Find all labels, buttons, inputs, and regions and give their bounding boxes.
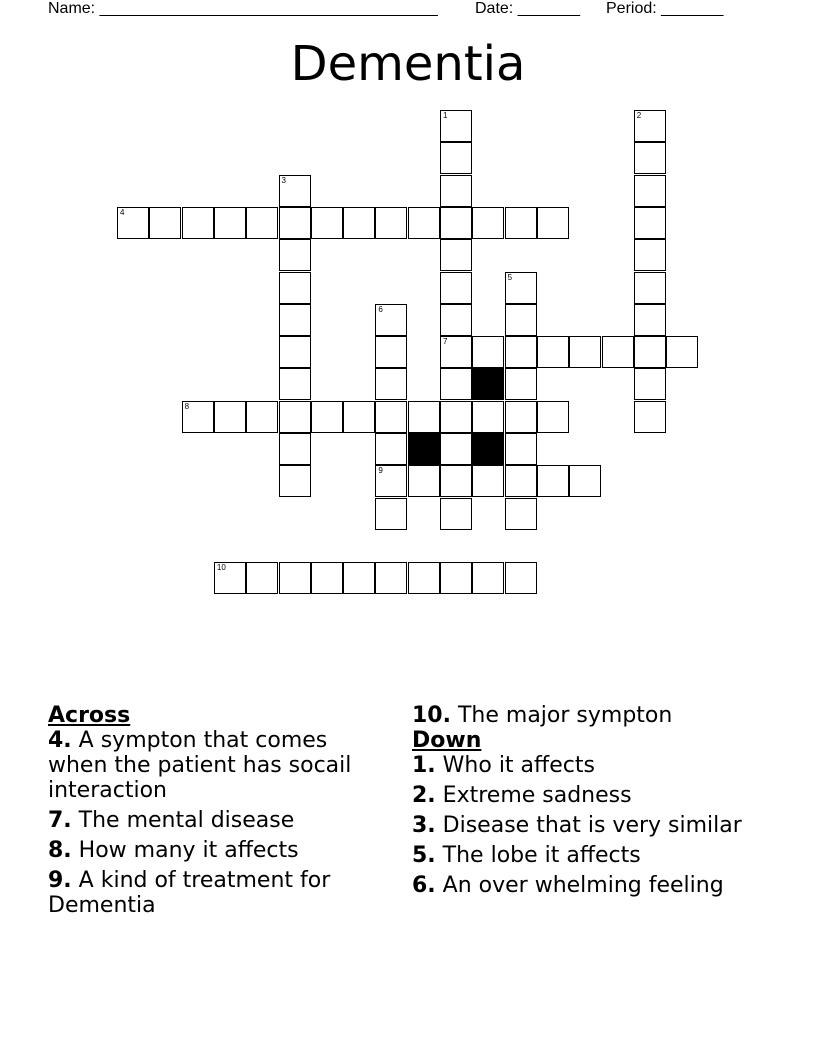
answer-cell[interactable]	[279, 175, 311, 207]
answer-cell[interactable]	[472, 465, 504, 497]
answer-cell[interactable]	[666, 336, 698, 368]
answer-cell[interactable]	[117, 207, 149, 239]
black-square	[472, 433, 504, 465]
answer-cell[interactable]	[440, 207, 472, 239]
answer-cell[interactable]	[343, 562, 375, 594]
date-field-label: Date: _______	[475, 0, 580, 17]
clue-number-label: 4	[120, 207, 125, 217]
answer-cell[interactable]	[279, 465, 311, 497]
clue-number-label: 2	[636, 111, 642, 120]
answer-cell[interactable]	[537, 336, 569, 368]
answer-cell[interactable]	[408, 562, 440, 594]
answer-cell[interactable]	[375, 304, 407, 336]
answer-cell[interactable]	[246, 207, 278, 239]
answer-cell[interactable]	[214, 207, 246, 239]
answer-cell[interactable]	[279, 368, 311, 400]
answer-cell[interactable]	[505, 498, 537, 530]
answer-cell[interactable]	[505, 304, 537, 336]
clue-number: 4.	[48, 728, 72, 753]
answer-cell[interactable]	[634, 142, 666, 174]
answer-cell[interactable]	[634, 239, 666, 271]
answer-cell[interactable]	[505, 401, 537, 433]
clue-number-label: 9	[378, 466, 383, 476]
answer-cell[interactable]	[440, 401, 472, 433]
answer-cell[interactable]	[214, 562, 246, 594]
answer-cell[interactable]	[182, 207, 214, 239]
answer-cell[interactable]	[375, 433, 407, 465]
clue-text: How many it affects	[78, 838, 299, 863]
down-clues	[412, 703, 772, 903]
across-clue-9	[48, 868, 378, 918]
answer-cell[interactable]	[634, 336, 666, 368]
answer-cell[interactable]	[440, 304, 472, 336]
clue-text: An over whelming feeling	[442, 873, 724, 898]
answer-cell[interactable]	[537, 207, 569, 239]
answer-cell[interactable]	[408, 401, 440, 433]
answer-cell[interactable]	[472, 336, 504, 368]
across-clue-7	[48, 808, 378, 833]
answer-cell[interactable]	[634, 304, 666, 336]
answer-cell[interactable]	[375, 207, 407, 239]
clue-text: Extreme sadness	[442, 783, 632, 808]
clue-text: The major sympton	[457, 703, 673, 728]
answer-cell[interactable]	[375, 465, 407, 497]
answer-cell[interactable]	[505, 465, 537, 497]
clue-number: 10.	[412, 703, 451, 728]
down-clue-3	[412, 813, 772, 838]
clue-number: 6.	[412, 873, 436, 898]
clue-number: 2.	[412, 783, 436, 808]
black-square	[472, 368, 504, 400]
answer-cell[interactable]	[440, 498, 472, 530]
name-field-label: Name: ______________________________________	[48, 0, 438, 17]
answer-cell[interactable]	[375, 498, 407, 530]
answer-cell[interactable]	[440, 433, 472, 465]
answer-cell[interactable]	[246, 401, 278, 433]
answer-cell[interactable]	[440, 465, 472, 497]
clue-number: 5.	[412, 843, 436, 868]
answer-cell[interactable]	[440, 562, 472, 594]
answer-cell[interactable]	[279, 336, 311, 368]
answer-cell[interactable]	[505, 207, 537, 239]
answer-cell[interactable]	[440, 142, 472, 174]
answer-cell[interactable]	[279, 207, 311, 239]
answer-cell[interactable]	[182, 401, 214, 433]
clue-text: A kind of treatment for Dementia	[48, 868, 331, 918]
answer-cell[interactable]	[440, 239, 472, 271]
answer-cell[interactable]	[505, 368, 537, 400]
across-heading: Across	[48, 703, 131, 728]
answer-cell[interactable]	[375, 368, 407, 400]
answer-cell[interactable]	[505, 562, 537, 594]
answer-cell[interactable]	[149, 207, 181, 239]
clue-number-label: 10	[216, 563, 226, 573]
across-clue-4	[48, 728, 378, 803]
answer-cell[interactable]	[375, 401, 407, 433]
clue-text: A sympton that comes when the patient has socail interaction	[48, 728, 352, 803]
answer-cell[interactable]	[440, 368, 472, 400]
answer-cell[interactable]	[634, 207, 666, 239]
down-heading: Down	[412, 728, 482, 753]
answer-cell[interactable]	[214, 401, 246, 433]
clue-number-label: 6	[378, 304, 383, 314]
answer-cell[interactable]	[440, 272, 472, 304]
answer-cell[interactable]	[440, 110, 472, 142]
clue-number: 1.	[412, 753, 436, 778]
clue-number: 7.	[48, 808, 72, 833]
answer-cell[interactable]	[375, 562, 407, 594]
answer-cell[interactable]	[569, 465, 601, 497]
answer-cell[interactable]	[246, 562, 278, 594]
answer-cell[interactable]	[472, 401, 504, 433]
answer-cell[interactable]	[537, 465, 569, 497]
answer-cell[interactable]	[279, 401, 311, 433]
answer-cell[interactable]	[634, 272, 666, 304]
answer-cell[interactable]	[279, 272, 311, 304]
clue-text: The lobe it affects	[442, 843, 641, 868]
clue-number-label: 5	[507, 272, 513, 282]
answer-cell[interactable]	[311, 401, 343, 433]
answer-cell[interactable]	[634, 110, 666, 142]
clue-number-label: 1	[443, 111, 448, 120]
across-clue-10	[412, 703, 772, 728]
answer-cell[interactable]	[472, 562, 504, 594]
answer-cell[interactable]	[408, 465, 440, 497]
answer-cell[interactable]	[569, 336, 601, 368]
down-clue-5	[412, 843, 772, 868]
clue-text: The mental disease	[78, 808, 295, 833]
answer-cell[interactable]	[375, 336, 407, 368]
clue-text: Who it affects	[442, 753, 595, 778]
answer-cell[interactable]	[505, 272, 537, 304]
answer-cell[interactable]	[279, 433, 311, 465]
answer-cell[interactable]	[505, 336, 537, 368]
answer-cell[interactable]	[634, 175, 666, 207]
clue-text: Disease that is very similar	[442, 813, 742, 838]
clue-number-label: 7	[443, 337, 448, 347]
answer-cell[interactable]	[408, 207, 440, 239]
clue-number: 8.	[48, 838, 72, 863]
answer-cell[interactable]	[343, 401, 375, 433]
clue-number-label: 8	[184, 401, 190, 411]
answer-cell[interactable]	[279, 304, 311, 336]
answer-cell[interactable]	[537, 401, 569, 433]
across-clues	[48, 703, 378, 923]
answer-cell[interactable]	[343, 207, 375, 239]
down-clue-1	[412, 753, 772, 778]
answer-cell[interactable]	[440, 336, 472, 368]
answer-cell[interactable]	[634, 401, 666, 433]
answer-cell[interactable]	[472, 207, 504, 239]
across-clue-8	[48, 838, 378, 863]
answer-cell[interactable]	[311, 207, 343, 239]
answer-cell[interactable]	[634, 368, 666, 400]
down-clue-2	[412, 783, 772, 808]
answer-cell[interactable]	[440, 175, 472, 207]
answer-cell[interactable]	[505, 433, 537, 465]
period-field-label: Period: _______	[606, 0, 724, 17]
answer-cell[interactable]	[279, 239, 311, 271]
answer-cell[interactable]	[279, 562, 311, 594]
clue-number: 3.	[412, 813, 436, 838]
answer-cell[interactable]	[602, 336, 634, 368]
clue-number-label: 3	[281, 175, 286, 185]
answer-cell[interactable]	[311, 562, 343, 594]
clue-number: 9.	[48, 868, 72, 893]
black-square	[408, 433, 440, 465]
down-clue-6	[412, 873, 772, 898]
page-title: Dementia	[290, 36, 526, 92]
